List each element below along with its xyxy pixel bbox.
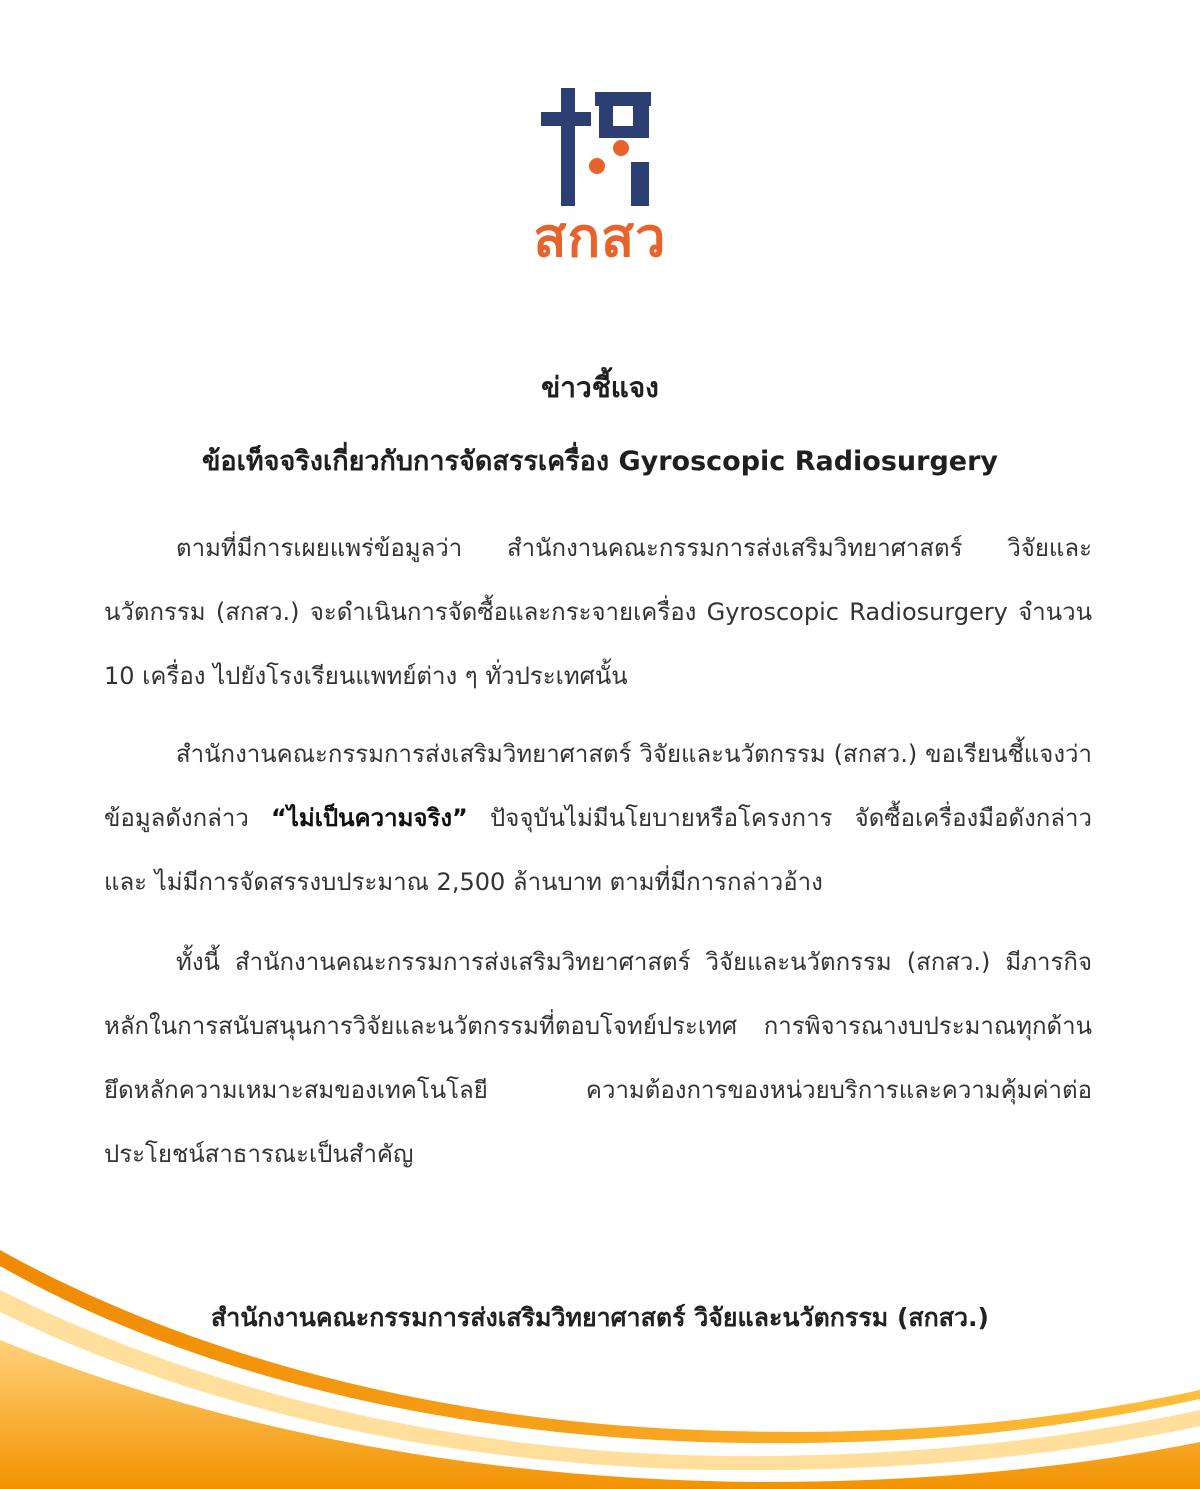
- paragraph-3-text: ทั้งนี้ สำนักงานคณะกรรมการส่งเสริมวิทยาศาสตร์ วิจัยและนวัตกรรม (สกสว.) มีภารกิจหลักในการสนับสนุนการวิจัยและนวัตกรรมที่ตอบโจทย์ประเทศ การพิจารณางบประมาณทุกด้านยึดหลักความเหมาะสมของเทคโนโลยี ความต้องการของหน่วยบริการและความคุ้มค่าต่อประโยชน์สาธารณะเป็นสำคัญ: [104, 948, 1092, 1168]
- announcement-title: ข่าวชี้แจง: [541, 371, 659, 404]
- footer-organization: สำนักงานคณะกรรมการส่งเสริมวิทยาศาสตร์ วิจัยและนวัตกรรม (สกสว.): [211, 1303, 989, 1332]
- paragraph-2-text-start: สำนักงานคณะกรรมการส่งเสริมวิทยาศาสตร์ วิจัยและนวัตกรรม (สกสว.) ขอเรียนชี้แจงว่า ข้อมูลดังกล่าว: [104, 740, 1092, 832]
- footer-wave-decoration: [0, 1230, 1200, 1489]
- paragraph-1: [104, 516, 1092, 708]
- paragraph-3: [104, 930, 1092, 1186]
- paragraph-2-emphasis: “ไม่เป็นความจริง”: [271, 804, 468, 832]
- logo-wordmark: สกสว: [533, 206, 667, 269]
- paragraph-1-text: ตามที่มีการเผยแพร่ข้อมูลว่า สำนักงานคณะกรรมการส่งเสริมวิทยาศาสตร์ วิจัยและนวัตกรรม (สกสว.) จะดำเนินการจัดซื้อและกระจายเครื่อง Gyroscopic Radiosurgery จำนวน 10 เครื่อง ไปยังโรงเรียนแพทย์ต่าง ๆ ทั่วประเทศนั้น: [104, 534, 1092, 690]
- tsri-emblem-icon: [541, 88, 653, 206]
- announcement-subtitle: ข้อเท็จจริงเกี่ยวกับการจัดสรรเครื่อง Gyroscopic Radiosurgery: [201, 446, 999, 477]
- tsri-logo: [0, 88, 1200, 278]
- paragraph-2: [104, 722, 1092, 914]
- paragraph-2-text-end: ปัจจุบันไม่มีนโยบายหรือโครงการ จัดซื้อเครื่องมือดังกล่าว และ ไม่มีการจัดสรรงบประมาณ 2,500 ล้านบาท ตามที่มีการกล่าวอ้าง: [104, 804, 1092, 896]
